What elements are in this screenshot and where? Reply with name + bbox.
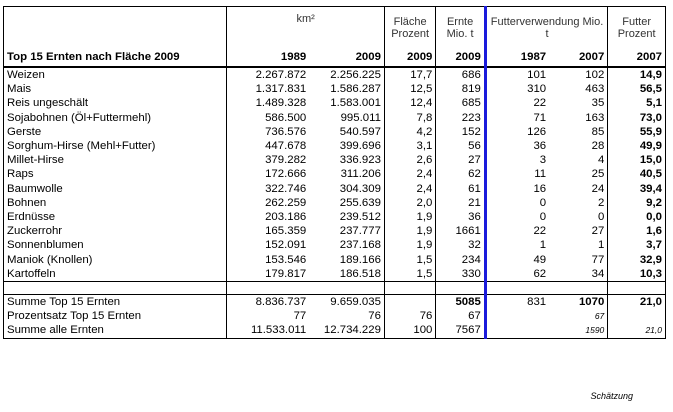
area-2009: 255.639 <box>309 196 384 210</box>
area-percent: 4,2 <box>384 125 435 139</box>
area-percent: 7,8 <box>384 111 435 125</box>
header-km2: km² <box>227 7 385 50</box>
area-percent: 12,5 <box>384 82 435 96</box>
area-2009: 239.512 <box>309 210 384 224</box>
table-row <box>4 125 666 139</box>
feed-1987: 126 <box>485 125 549 139</box>
feed-percent: 73,0 <box>608 111 666 125</box>
feed-percent: 21,0 <box>608 295 666 310</box>
crop-name: Raps <box>4 167 227 181</box>
table-row <box>4 111 666 125</box>
harvest: 62 <box>468 168 481 181</box>
feed-1987: 0 <box>485 196 549 210</box>
harvest: 234 <box>461 253 481 266</box>
area-percent: 17,7 <box>384 67 435 82</box>
harvest: 330 <box>436 267 485 282</box>
header-futterverwendung: Futterverwendung Mio. t <box>485 7 608 50</box>
area-percent: 1,5 <box>384 253 435 267</box>
feed-1987: 831 <box>485 295 549 310</box>
feed-1987: 1 <box>485 238 549 252</box>
crop-name: Mais <box>4 82 227 96</box>
header-ernte: Ernte Mio. t <box>436 7 485 50</box>
feed-percent: 56,5 <box>608 82 666 96</box>
table-row <box>4 253 666 267</box>
crop-name: Sonnenblumen <box>4 238 227 252</box>
harvest: 685 <box>461 97 481 110</box>
crop-name: Kartoffeln <box>4 267 227 282</box>
feed-2007: 4 <box>549 153 608 167</box>
area-1989: 379.282 <box>265 154 307 167</box>
spacer-cell <box>485 282 549 295</box>
feed-1987: 49 <box>485 253 549 267</box>
feed-2007: 1590 <box>549 323 608 338</box>
spacer-cell <box>549 282 608 295</box>
spacer-cell <box>436 282 485 295</box>
table-row <box>4 196 666 210</box>
feed-2007: 102 <box>549 67 608 82</box>
area-1989: 11.533.011 <box>227 323 309 338</box>
area-1989: 262.259 <box>265 196 307 209</box>
harvest: 1661 <box>455 225 481 238</box>
crop-name: Baumwolle <box>4 182 227 196</box>
feed-2007: 163 <box>549 111 608 125</box>
table-row <box>4 167 666 181</box>
harvest: 819 <box>461 83 481 96</box>
area-percent: 1,9 <box>384 210 435 224</box>
feed-2007: 24 <box>549 182 608 196</box>
subheader-1989: 1989 <box>227 49 309 67</box>
area-percent: 12,4 <box>384 96 435 110</box>
table-row <box>4 210 666 224</box>
table-row <box>4 153 666 167</box>
area-2009: 2.256.225 <box>309 67 384 82</box>
crop-name: Prozentsatz Top 15 Ernten <box>4 309 227 323</box>
estimate-note: Schätzung <box>590 391 633 401</box>
area-1989: 2.267.872 <box>255 69 307 81</box>
harvest: 223 <box>461 111 481 124</box>
area-2009: 76 <box>309 309 384 323</box>
feed-percent: 5,1 <box>608 96 666 110</box>
crop-name: Gerste <box>4 125 227 139</box>
feed-2007: 463 <box>549 82 608 96</box>
feed-1987: 0 <box>485 210 549 224</box>
crop-name: Erdnüsse <box>4 210 227 224</box>
harvest: 152 <box>461 125 481 138</box>
crop-name: Maniok (Knollen) <box>4 253 227 267</box>
area-1989: 447.678 <box>265 140 307 153</box>
area-percent: 1,9 <box>384 224 435 238</box>
feed-percent: 14,9 <box>608 67 666 82</box>
area-1989: 172.666 <box>265 168 307 181</box>
area-2009: 995.011 <box>309 111 384 125</box>
table-row <box>4 139 666 153</box>
feed-2007: 67 <box>549 309 608 323</box>
area-1989: 1.489.328 <box>255 97 307 110</box>
area-2009: 1.583.001 <box>309 96 384 110</box>
area-2009: 304.309 <box>309 182 384 196</box>
spacer-cell <box>227 282 309 295</box>
feed-percent: 3,7 <box>608 238 666 252</box>
crop-name: Reis ungeschält <box>4 96 227 110</box>
feed-1987: 11 <box>485 167 549 181</box>
feed-2007: 2 <box>549 196 608 210</box>
table-row <box>4 96 666 110</box>
subheader-2009: 2009 <box>384 49 435 67</box>
area-1989: 203.186 <box>265 211 307 224</box>
feed-percent: 21,0 <box>608 323 666 338</box>
spacer-cell <box>384 282 435 295</box>
feed-1987: 310 <box>485 82 549 96</box>
area-2009: 9.659.035 <box>309 295 384 310</box>
crop-rows <box>4 67 666 295</box>
feed-1987 <box>485 323 549 338</box>
feed-1987: 36 <box>485 139 549 153</box>
harvest: 67 <box>468 310 481 323</box>
feed-percent <box>608 309 666 323</box>
harvest: 36 <box>468 211 481 224</box>
area-2009: 237.777 <box>309 224 384 238</box>
feed-1987: 16 <box>485 182 549 196</box>
header-blank <box>4 7 227 50</box>
feed-1987: 22 <box>485 96 549 110</box>
area-2009: 1.586.287 <box>309 82 384 96</box>
area-percent: 1,9 <box>384 238 435 252</box>
subheader-label: Top 15 Ernten nach Fläche 2009 <box>4 49 227 67</box>
subheader-1987: 1987 <box>485 49 549 67</box>
area-1989: 586.500 <box>265 111 307 124</box>
table-row <box>4 182 666 196</box>
feed-percent: 9,2 <box>608 196 666 210</box>
crop-name: Weizen <box>4 67 227 82</box>
feed-2007: 77 <box>549 253 608 267</box>
crop-name: Sorghum-Hirse (Mehl+Futter) <box>4 139 227 153</box>
feed-2007: 0 <box>549 210 608 224</box>
harvest: 686 <box>461 69 481 81</box>
crop-name: Millet-Hirse <box>4 153 227 167</box>
area-2009: 540.597 <box>309 125 384 139</box>
subheader-row <box>4 49 666 67</box>
area-1989: 179.817 <box>227 267 309 282</box>
feed-2007: 25 <box>549 167 608 181</box>
summary-row <box>4 309 666 323</box>
subheader-2009: 2009 <box>309 49 384 67</box>
feed-1987: 62 <box>485 267 549 282</box>
subheader-2007: 2007 <box>549 49 608 67</box>
harvest: 32 <box>468 239 481 252</box>
feed-1987: 71 <box>485 111 549 125</box>
harvest: 56 <box>468 140 481 153</box>
feed-percent: 32,9 <box>608 253 666 267</box>
feed-2007: 34 <box>549 267 608 282</box>
harvest: 5085 <box>436 295 485 310</box>
table-row <box>4 67 666 82</box>
harvest: 27 <box>468 154 481 167</box>
feed-percent: 40,5 <box>608 167 666 181</box>
table-row <box>4 238 666 252</box>
summary-row <box>4 323 666 338</box>
area-percent: 1,5 <box>384 267 435 282</box>
subheader-2009: 2009 <box>436 49 485 67</box>
spacer-cell <box>309 282 384 295</box>
feed-1987: 3 <box>485 153 549 167</box>
area-percent: 2,4 <box>384 167 435 181</box>
crops-table <box>3 6 666 339</box>
area-1989: 1.317.831 <box>255 83 307 96</box>
area-1989: 152.091 <box>265 239 307 252</box>
feed-2007: 1070 <box>549 295 608 310</box>
area-percent <box>384 295 435 310</box>
area-1989: 8.836.737 <box>227 295 309 310</box>
area-percent: 100 <box>384 323 435 338</box>
feed-2007: 28 <box>549 139 608 153</box>
feed-percent: 15,0 <box>608 153 666 167</box>
feed-2007: 35 <box>549 96 608 110</box>
area-percent: 2,4 <box>384 182 435 196</box>
area-2009: 12.734.229 <box>309 323 384 338</box>
area-percent: 2,6 <box>384 153 435 167</box>
feed-2007: 85 <box>549 125 608 139</box>
feed-percent: 49,9 <box>608 139 666 153</box>
harvest: 61 <box>468 182 481 195</box>
crop-name: Summe Top 15 Ernten <box>4 295 227 310</box>
subheader-2007: 2007 <box>608 49 666 67</box>
feed-1987: 101 <box>485 67 549 82</box>
summary-rows <box>4 295 666 339</box>
table-row <box>4 224 666 238</box>
crop-name: Zuckerrohr <box>4 224 227 238</box>
crop-name: Sojabohnen (Öl+Futtermehl) <box>4 111 227 125</box>
table-row <box>4 267 666 282</box>
feed-2007: 27 <box>549 224 608 238</box>
area-percent: 3,1 <box>384 139 435 153</box>
feed-1987: 22 <box>485 224 549 238</box>
table-row <box>4 82 666 96</box>
area-1989: 736.576 <box>265 125 307 138</box>
area-1989: 322.746 <box>265 182 307 195</box>
feed-percent: 0,0 <box>608 210 666 224</box>
crop-name: Bohnen <box>4 196 227 210</box>
feed-percent: 39,4 <box>608 182 666 196</box>
area-2009: 311.206 <box>309 167 384 181</box>
area-2009: 336.923 <box>309 153 384 167</box>
area-2009: 189.166 <box>309 253 384 267</box>
area-1989: 153.546 <box>265 253 307 266</box>
feed-2007: 1 <box>549 238 608 252</box>
summary-row <box>4 295 666 310</box>
spacer-cell <box>608 282 666 295</box>
header-futter: Futter Prozent <box>608 7 666 50</box>
area-percent: 76 <box>384 309 435 323</box>
harvest: 21 <box>468 196 481 209</box>
spacer-cell <box>4 282 227 295</box>
feed-percent: 55,9 <box>608 125 666 139</box>
harvest: 7567 <box>436 323 485 338</box>
area-2009: 399.696 <box>309 139 384 153</box>
spacer-row <box>4 282 666 295</box>
area-percent: 2,0 <box>384 196 435 210</box>
crop-name: Summe alle Ernten <box>4 323 227 338</box>
area-1989: 165.359 <box>265 225 307 238</box>
feed-percent: 1,6 <box>608 224 666 238</box>
header-flaeche: Fläche Prozent <box>384 7 435 50</box>
feed-percent: 10,3 <box>608 267 666 282</box>
area-1989: 77 <box>293 310 307 323</box>
feed-1987 <box>485 309 549 323</box>
header-row <box>4 7 666 50</box>
area-2009: 237.168 <box>309 238 384 252</box>
area-2009: 186.518 <box>309 267 384 282</box>
